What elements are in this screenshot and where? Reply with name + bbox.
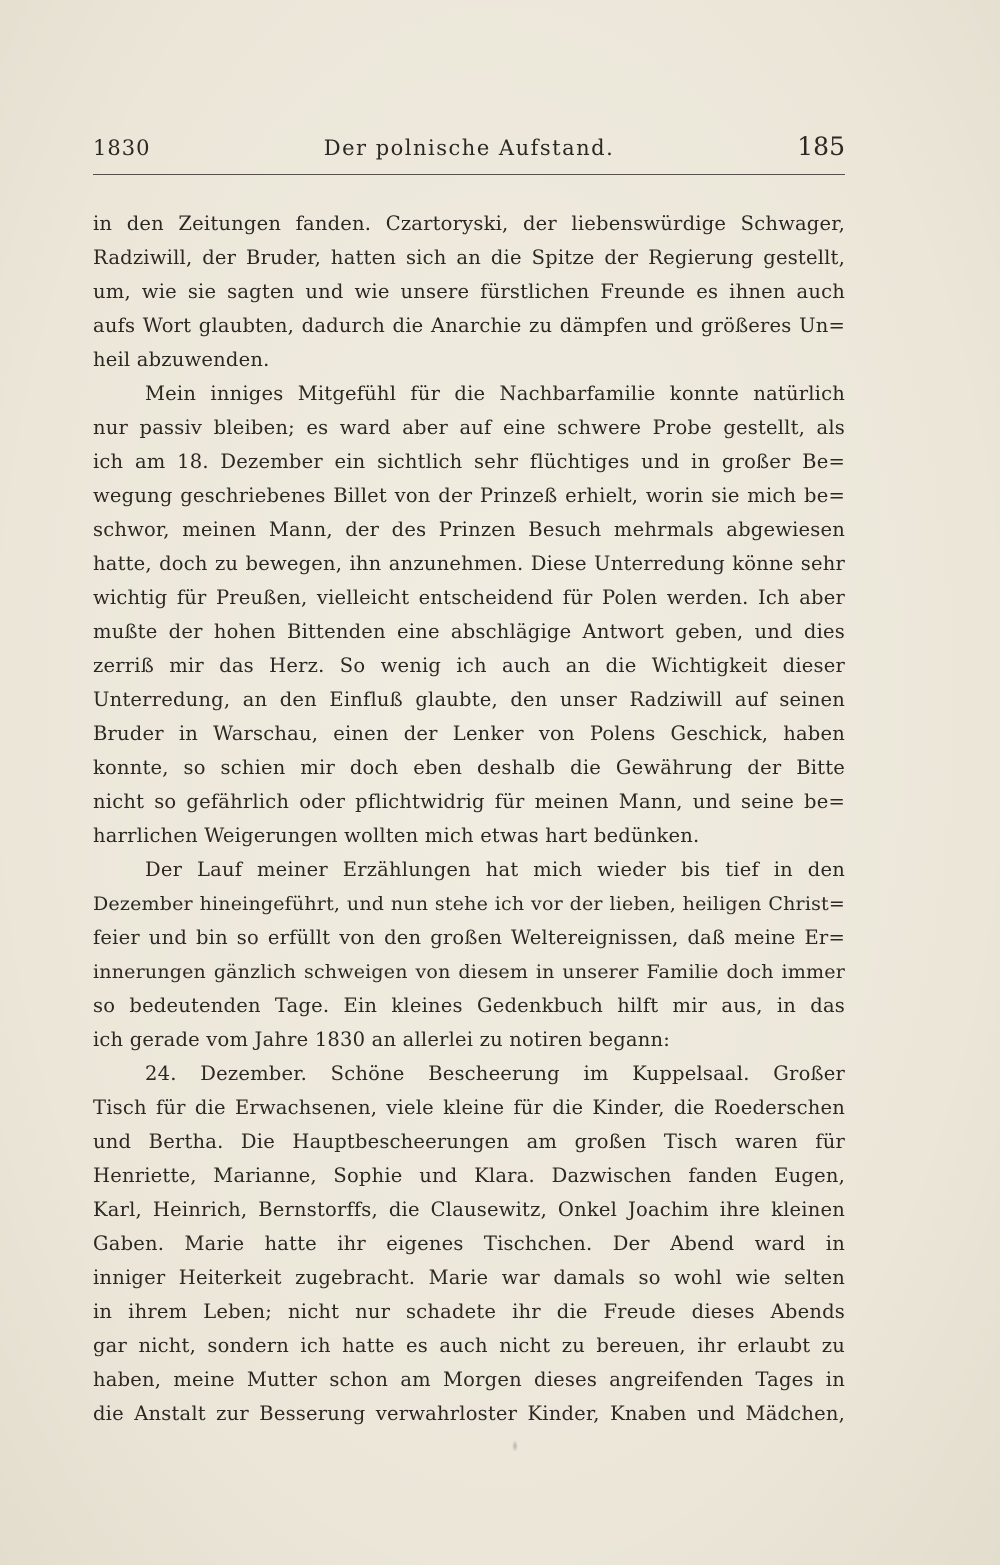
text-line: haben, meine Mutter schon am Morgen dieses angreifenden Tages in: [93, 1368, 845, 1391]
text-line: Radziwill, der Bruder, hatten sich an die Spitze der Regierung gestellt,: [93, 246, 845, 269]
text-line: Dezember hineingeführt, und nun stehe ich vor der lieben, heiligen Christ=: [93, 893, 845, 915]
text-line: in ihrem Leben; nicht nur schadete ihr die Freude dieses Abends: [93, 1300, 845, 1323]
running-head: [93, 132, 845, 164]
text-line: Unterredung, an den Einfluß glaubte, den unser Radziwill auf seinen: [93, 688, 845, 711]
text-line: gar nicht, sondern ich hatte es auch nicht zu bereuen, ihr erlaubt zu: [93, 1334, 845, 1357]
text-line: heil abzuwenden.: [93, 348, 270, 371]
text-line: konnte, so schien mir doch eben deshalb die Gewährung der Bitte: [93, 756, 845, 779]
paper-smudge: [512, 1440, 518, 1452]
header-title: Der polnische Aufstand.: [323, 136, 615, 160]
text-line: um, wie sie sagten und wie unsere fürstlichen Freunde es ihnen auch: [93, 280, 845, 303]
text-line: wichtig für Preußen, vielleicht entscheidend für Polen werden. Ich aber: [93, 586, 845, 609]
text-line: und Bertha. Die Hauptbescheerungen am großen Tisch waren für: [93, 1130, 845, 1153]
text-line: schwor, meinen Mann, der des Prinzen Besuch mehrmals abgewiesen: [93, 518, 845, 541]
text-line: nicht so gefährlich oder pflichtwidrig für meinen Mann, und seine be=: [93, 790, 845, 813]
text-line: inniger Heiterkeit zugebracht. Marie war damals so wohl wie selten: [93, 1266, 845, 1289]
text-line: so bedeutenden Tage. Ein kleines Gedenkbuch hilft mir aus, in das: [93, 994, 845, 1017]
text-line: mußte der hohen Bittenden eine abschlägige Antwort geben, und dies: [93, 620, 845, 643]
text-line: in den Zeitungen fanden. Czartoryski, der liebenswürdige Schwager,: [93, 212, 845, 235]
text-line: Tisch für die Erwachsenen, viele kleine für die Kinder, die Roederschen: [93, 1096, 845, 1119]
text-line: ich gerade vom Jahre 1830 an allerlei zu notiren begann:: [93, 1028, 671, 1051]
header-rule: [93, 174, 845, 175]
text-line: Bruder in Warschau, einen der Lenker von Polens Geschick, haben: [93, 722, 845, 745]
text-line: innerungen gänzlich schweigen von diesem in unserer Familie doch immer: [93, 961, 845, 983]
text-line: hatte, doch zu bewegen, ihn anzunehmen. Diese Unterredung könne sehr: [93, 552, 845, 575]
text-line: wegung geschriebenes Billet von der Prinzeß erhielt, worin sie mich be=: [93, 484, 845, 507]
text-line: ich am 18. Dezember ein sichtlich sehr flüchtiges und in großer Be=: [93, 450, 845, 473]
text-line: zerriß mir das Herz. So wenig ich auch an die Wichtigkeit dieser: [93, 654, 845, 677]
text-line: Mein inniges Mitgefühl für die Nachbarfamilie konnte natürlich: [145, 382, 845, 405]
body-text: [93, 207, 845, 1431]
text-line: 24. Dezember. Schöne Bescheerung im Kuppelsaal. Großer: [145, 1062, 845, 1085]
text-line: nur passiv bleiben; es ward aber auf eine schwere Probe gestellt, als: [93, 416, 845, 439]
text-line: Henriette, Marianne, Sophie und Klara. Dazwischen fanden Eugen,: [93, 1164, 845, 1187]
text-line: aufs Wort glaubten, dadurch die Anarchie zu dämpfen und größeres Un=: [93, 314, 845, 337]
page-number: 185: [797, 132, 845, 161]
text-line: die Anstalt zur Besserung verwahrloster Kinder, Knaben und Mädchen,: [93, 1402, 845, 1425]
header-year: 1830: [93, 136, 151, 160]
text-line: Gaben. Marie hatte ihr eigenes Tischchen. Der Abend ward in: [93, 1232, 845, 1255]
text-line: Karl, Heinrich, Bernstorffs, die Clausewitz, Onkel Joachim ihre kleinen: [93, 1198, 845, 1221]
text-line: feier und bin so erfüllt von den großen Weltereignissen, daß meine Er=: [93, 926, 845, 949]
text-line: harrlichen Weigerungen wollten mich etwas hart bedünken.: [93, 824, 700, 847]
text-line: Der Lauf meiner Erzählungen hat mich wieder bis tief in den: [145, 858, 845, 881]
